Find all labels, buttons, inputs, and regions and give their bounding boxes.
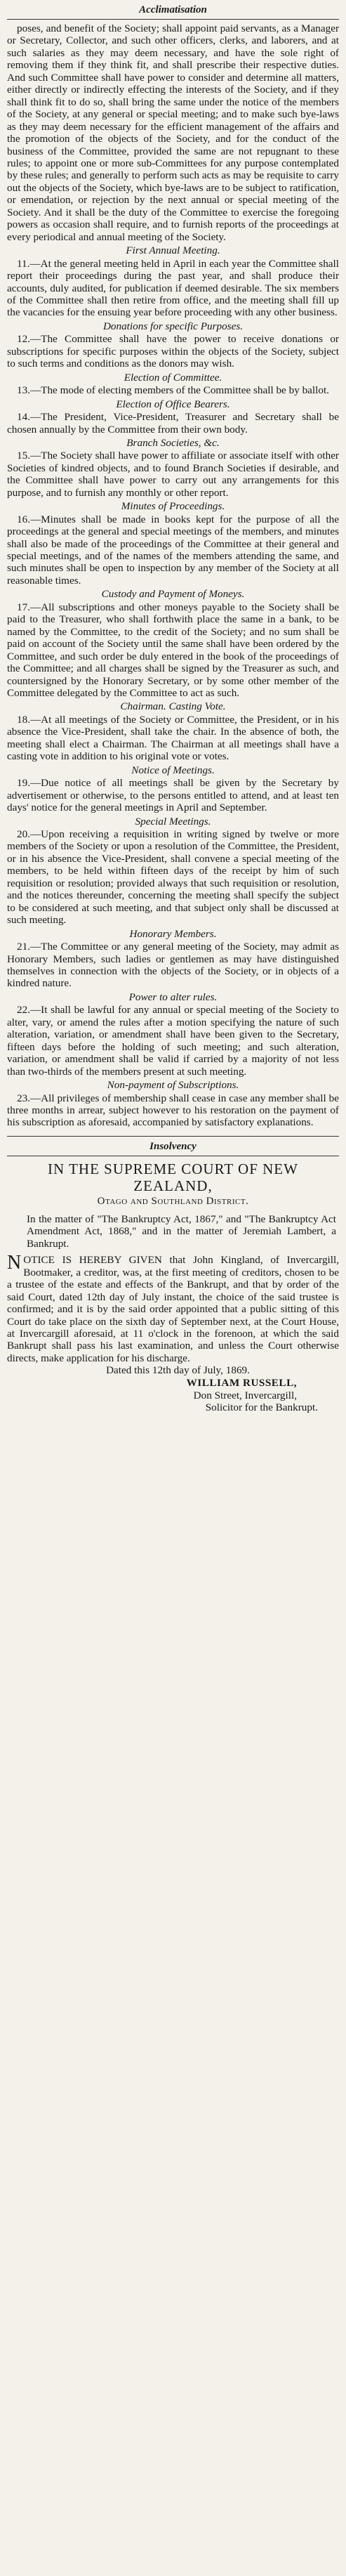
rule-paragraph: 17.—All subscriptions and other moneys payable to the Society shall be paid to the Treasurer, who shall forthwith place the same in a bank, to be named by the Committee, to the credit of the Society; and no sum shall be paid on account of the Society until the same shall have been ordered by the Committee, and such order be duly entered in the book of the proceedings of the Committee; and all charges shall be signed by the Treasurer as such, and countersigned by the Honorary Secretary, or by some other member of the Committee delegated by the Committee to act as such. [7,601,339,700]
rule-heading: Minutes of Proceedings. [121,500,225,513]
rule-heading: Chairman. Casting Vote. [120,700,226,713]
rule-heading: Honorary Members. [129,927,217,940]
matter-of-paragraph: In the matter of "The Bankruptcy Act, 1867," and "The Bankruptcy Act Amendment Act, 1868," and in the matter of Jeremiah Lambert, a Bankrupt. [27,1212,336,1250]
rule-heading: Power to alter rules. [128,990,218,1003]
signatory-name: WILLIAM RUSSELL, [186,1376,297,1389]
rules-list [7,244,339,1129]
rule-heading: Election of Committee. [124,371,222,384]
rule-paragraph: 19.—Due notice of all meetings shall be given by the Secretary by advertisement or otherwise, to the persons entitled to attend, and at least ten days' notice for the general meetings in April and September. [7,777,339,814]
rule-paragraph: 12.—The Committee shall have the power to receive donations or subscriptions for specific purposes within the objects of the Society, subject to such terms and conditions as the donors may wish. [7,333,339,370]
dated-line: Dated this 12th day of July, 1869. [106,1364,250,1377]
rule-heading: Donations for specific Purposes. [102,320,244,332]
rule-paragraph: 21.—The Committee or any general meeting of the Society, may admit as Honorary Members, such ladies or gentlemen as may have distinguished themselves in connection with the objects of the Society, or in objects of a kindred nature. [7,941,339,990]
rule-heading: Notice of Meetings. [131,764,215,776]
rule-paragraph: 15.—The Society shall have power to affiliate or associate itself with other Societies of kindred objects, and to found Branch Societies if desirable, and the Committee shall have power to carry out any arrangements for this purpose, and to furnish any monthly or other report. [7,450,339,499]
rule-paragraph: 20.—Upon receiving a requisition in writing signed by twelve or more members of the Society or upon a resolution of the Committee, the President, or in his absence the Vice-President, shall convene a special meeting of the members, to be held within fifteen days of the receipt by him of such requisition or resolution; provided always that such requisition or resolution, and the notices thereunder, concerning the meeting shall specify the subject to be considered at such meeting, and that subject only shall be discussed at such meeting. [7,828,339,927]
rule-paragraph: 23.—All privileges of membership shall cease in case any member shall be three months in arrear, subject however to his restoration on the payment of his subscription as aforesaid, accompanied by satisfactory explanations. [7,1092,339,1129]
signatory-address: Don Street, Invercargill, [193,1389,297,1401]
rule-paragraph: 13.—The mode of electing members of the Committee shall be by ballot. [17,384,329,397]
section-heading-acclimatisation: Acclimatisation [7,4,339,20]
rules-intro-paragraph: poses, and benefit of the Society; shall appoint paid servants, as a Manager or Secretary, Collector, and such other officers, clerks, and laborers, and at such salaries as they may deem necessary, and have the sole right of removing them if they think fit, and shall prescribe their respective duties. And such Committee shall have power to consider and determine all matters, either directly or indirectly effecting the interests of the Society, and if they shall think fit to do so, shall bring the same under the notice of the members of the Society, at any general or special meeting; and to make such bye-laws as they may deem necessary for the efficient management of the affairs and the promotion of the objects of the Society, and for the conduct of the business of the Committee, provided the same are not repugnant to these rules; to appoint one or more sub-Committees for any purpose contemplated by these rules; and generally to perform such acts as may be requisite to carry out the objects of the Society, which bye-laws are to be subject to ratification, or emendation, or rejection by the next annual or special meeting of the Society. And it shall be the duty of the Committee to exercise the foregoing powers as occasion shall require, and to furnish reports of the proceedings at every periodical and annual meeting of the Society. [7,22,339,243]
section-heading-insolvency: Insolvency [7,1141,339,1156]
rule-paragraph: 11.—At the general meeting held in April in each year the Committee shall report their proceedings during the past year, and shall produce their accounts, duly audited, for publication if deemed desirable. The six members of the Committee shall then retire from office, and the meeting shall fill up the vacancies for the ensuing year before proceeding with any other business. [7,257,339,319]
rule-paragraph: 16.—Minutes shall be made in books kept for the purpose of all the proceedings at the general and special meetings of the members, and minutes shall also be made of the proceedings of the Committee at their general and special meetings, and of the names of the members attending the same, and such minutes shall be open to inspection by any member of the Society at all reasonable times. [7,513,339,587]
notice-block [7,1254,339,1364]
court-district: Otago and Southland District. [97,1195,249,1207]
notice-paragraph: NOTICE IS HEREBY GIVEN that John Kingland, of Invercargill, Bootmaker, a creditor, was, at the first meeting of creditors, chosen to be a trustee of the estate and effects of the Bankrupt, and that by order of the said Court, dated 12th day of July instant, the choice of the said trustee is confirmed; and it is by the said order appointed that a public sitting of this Court do take place on the sixth day of September next, at the Court House, at Invercargill aforesaid, at 11 o'clock in the forenoon, at which the said Bankrupt shall pass his last examination, and unless the Court otherwise directs, make application for his discharge. [7,1252,339,1364]
rule-heading: Non-payment of Subscriptions. [107,1079,239,1092]
rule-heading: Special Meetings. [135,815,211,828]
court-title: IN THE SUPREME COURT OF NEW ZEALAND, [48,1160,298,1194]
signatory-role: Solicitor for the Bankrupt. [205,1401,318,1414]
rule-heading: First Annual Meeting. [126,244,220,257]
rule-heading: Custody and Payment of Moneys. [101,588,245,601]
rule-heading: Branch Societies, &c. [126,436,220,449]
rule-heading: Election of Office Bearers. [116,398,230,410]
rule-paragraph: 18.—At all meetings of the Society or Committee, the President, or in his absence the Vice-President, shall take the chair. In the absence of both, the meeting shall elect a Chairman. The Chairman at all meetings shall have a casting vote in addition to his original vote or votes. [7,713,339,763]
rule-paragraph: 14.—The President, Vice-President, Treasurer and Secretary shall be chosen annually by the Committee from their own body. [7,411,339,436]
section-divider [7,1136,339,1137]
rule-paragraph: 22.—It shall be lawful for any annual or special meeting of the Society to alter, vary, or amend the rules after a motion specifying the nature of such alteration, variation, or amendment shall have been given to the Secretary, fifteen days before the holding of such meeting; and such alteration, variation, or amendment shall be valid if carried by a majority of not less than two-thirds of the members present at such meeting. [7,1004,339,1078]
